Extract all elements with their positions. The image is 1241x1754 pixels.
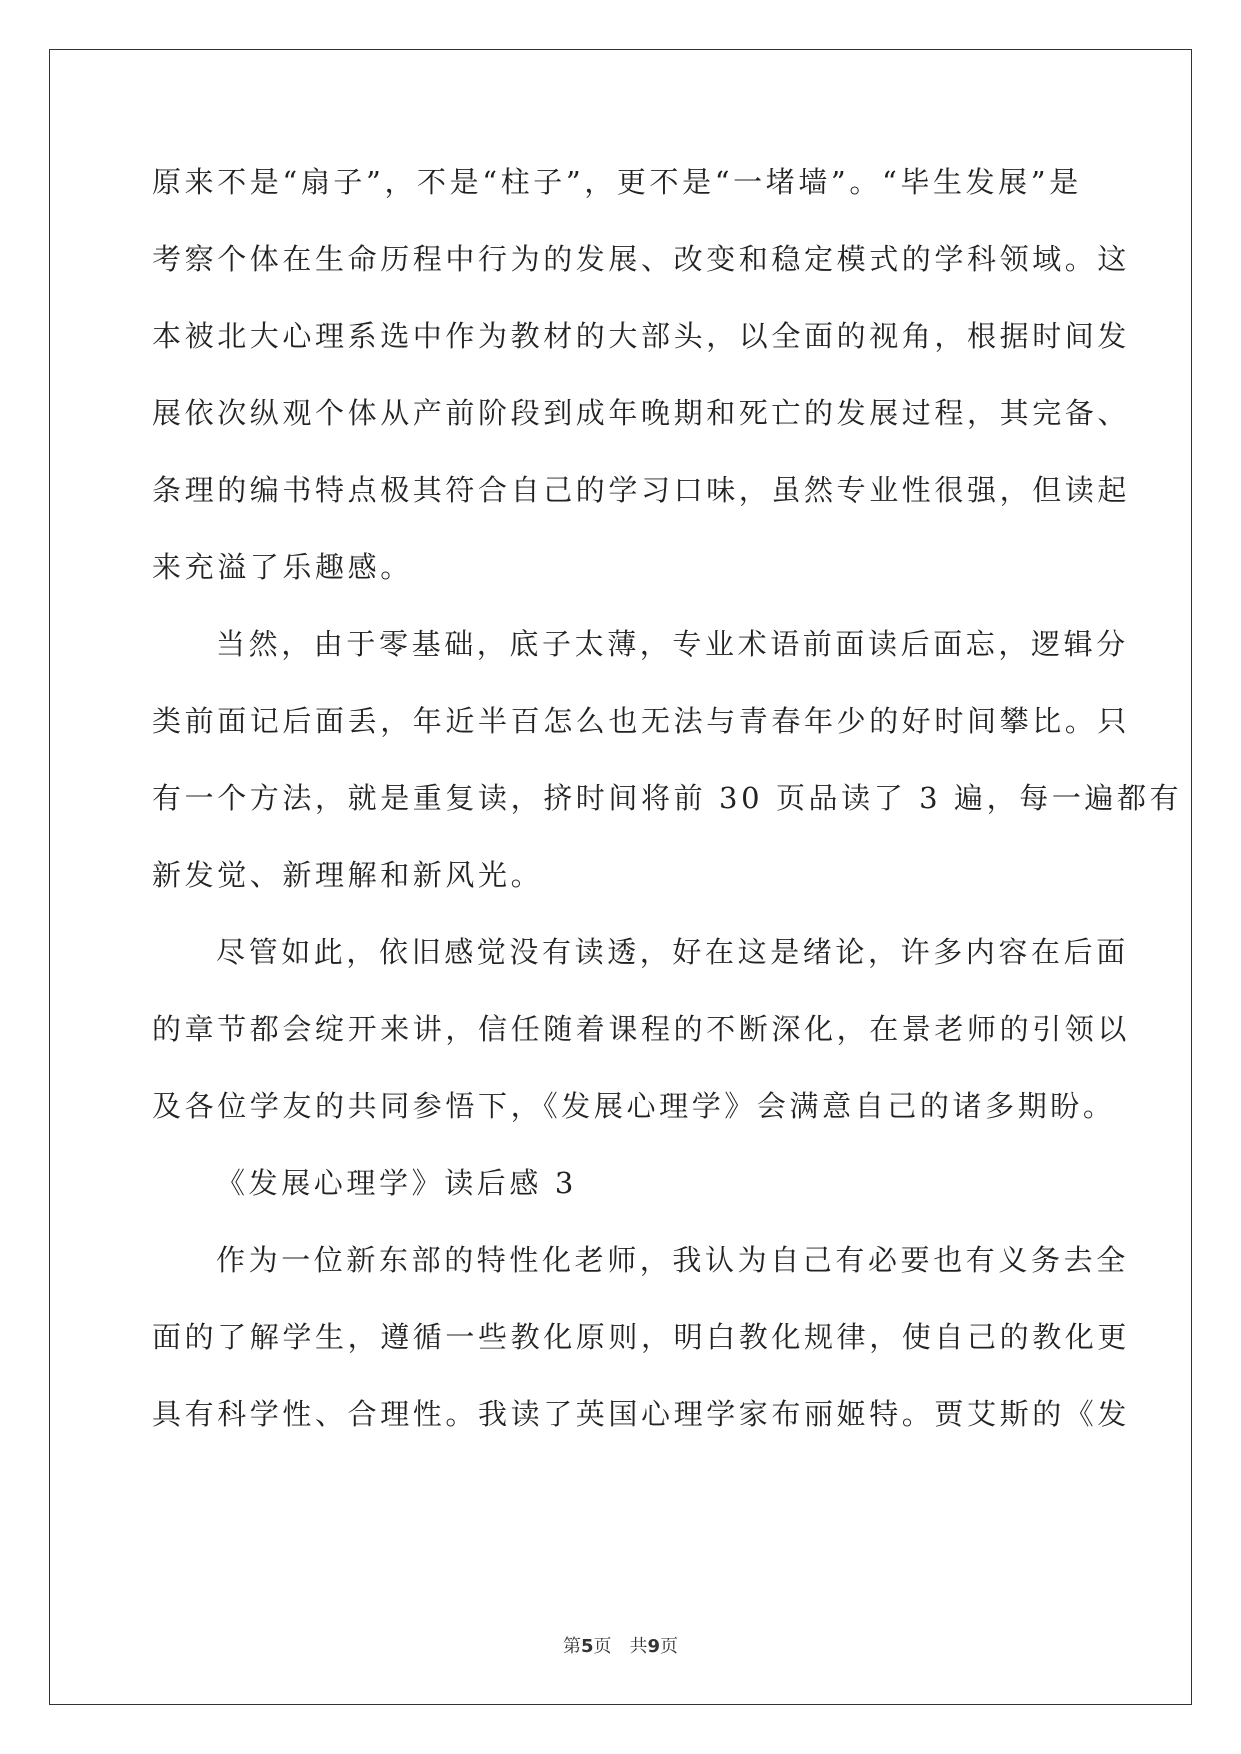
text-line: 作为一位新东部的特性化老师，我认为自己有必要也有义务去全: [216, 1243, 1129, 1277]
text-line: 原来不是“扇子”，不是“柱子”，更不是“一堵墙”。“毕生发展”是: [152, 165, 1082, 199]
text-line: 有一个方法，就是重复读，挤时间将前 30 页品读了 3 遍，每一遍都有: [152, 781, 1183, 815]
text-line: 具有科学性、合理性。我读了英国心理学家布丽姬特。贾艾斯的《发: [152, 1397, 1131, 1431]
text-line: 展依次纵观个体从产前阶段到成年晚期和死亡的发展过程，其完备、: [152, 396, 1131, 430]
text-line: 当然，由于零基础，底子太薄，专业术语前面读后面忘，逻辑分: [216, 627, 1129, 661]
page-current: 5: [580, 1636, 594, 1657]
text-line: 来充溢了乐趣感。: [152, 550, 413, 584]
text-line: 及各位学友的共同参悟下，《发展心理学》会满意自己的诸多期盼。: [152, 1089, 1116, 1123]
text-line: 类前面记后面丢，年近半百怎么也无法与青春年少的好时间攀比。只: [152, 704, 1131, 738]
text-line: 新发觉、新理解和新风光。: [152, 858, 544, 892]
text-line: 尽管如此，依旧感觉没有读透，好在这是绪论，许多内容在后面: [216, 935, 1129, 969]
page-mid: 页 共: [593, 1636, 648, 1657]
text-line: 条理的编书特点极其符合自己的学习口味，虽然专业性很强，但读起: [152, 473, 1131, 507]
text-line: 的章节都会绽开来讲，信任随着课程的不断深化，在景老师的引领以: [152, 1012, 1131, 1046]
page-footer: [0, 1632, 1241, 1658]
text-line: 本被北大心理系选中作为教材的大部头，以全面的视角，根据时间发: [152, 319, 1131, 353]
document-body: [152, 162, 1183, 1471]
text-line: 考察个体在生命历程中行为的发展、改变和稳定模式的学科领域。这: [152, 242, 1131, 276]
page-total: 9: [647, 1636, 661, 1657]
text-line: 面的了解学生，遵循一些教化原则，明白教化规律，使自己的教化更: [152, 1320, 1131, 1354]
page-prefix: 第: [562, 1636, 581, 1657]
section-heading: 《发展心理学》读后感 3: [216, 1166, 577, 1200]
page-suffix: 页: [660, 1636, 679, 1657]
